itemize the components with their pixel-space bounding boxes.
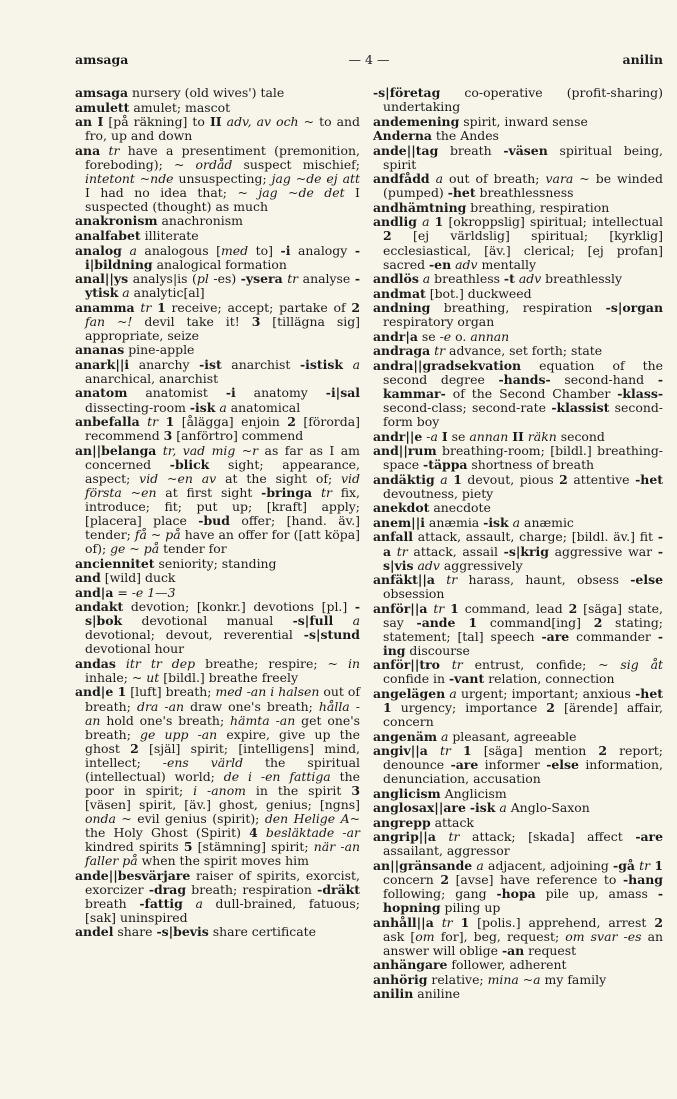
- right-column: [373, 86, 663, 1002]
- dictionary-entry: anhörig relative; mina ~a my family: [373, 971, 607, 987]
- dictionary-entry: angrepp attack: [373, 814, 474, 830]
- dictionary-entry: anför||tro tr entrust, confide; ~ sig åt confide in -vant relation, connection: [373, 657, 663, 687]
- dictionary-entry: anfall attack, assault, charge; [bildl. äv.] fit -a tr attack, assail -s|krig aggressive war -s|vis adv aggressively: [373, 529, 663, 573]
- dictionary-entry: anfäkt||a tr harass, haunt, obsess -else obsession: [373, 572, 663, 602]
- dictionary-entry: amulett amulet; mascot: [75, 99, 231, 115]
- dictionary-entry: anciennitet seniority; standing: [75, 555, 277, 571]
- dictionary-entry: andas itr tr dep breathe; respire; ~ in inhale; ~ ut [bildl.] breathe freely: [75, 655, 360, 685]
- dictionary-entry: angelägen a urgent; important; anxious -het 1 urgency; importance 2 [ärende] affair, concern: [373, 685, 664, 730]
- dictionary-entry: anark||i anarchy -ist anarchist -istisk a anarchical, anarchist: [75, 356, 360, 386]
- page-header: [75, 52, 663, 72]
- left-column: [75, 86, 360, 940]
- left-guide-word: amsaga: [75, 52, 129, 67]
- dictionary-entry: anekdot anecdote: [373, 500, 491, 516]
- dictionary-entry: angrip||a tr attack; [skada] affect -are assailant, aggressor: [373, 829, 663, 859]
- dictionary-entry: Anderna the Andes: [373, 128, 499, 144]
- dictionary-entry: andemening spirit, inward sense: [373, 113, 588, 129]
- dictionary-entry: and||rum breathing-room; [bildl.] breathing-space -täppa shortness of breath: [373, 443, 663, 473]
- dictionary-entry: an||belanga tr, vad mig ~r as far as I am concerned -blick sight; appearance, aspect; vid ~en av at the sight of; vid första ~en at first sight -bringa tr fix, introduce; fit; put up; [kraft] apply; [placera] place -bud offer; [hand. äv.] tender; få ~ på have an offer for ([att köpa] of); ge ~ på tender for: [75, 442, 361, 556]
- dictionary-entry: angiv||a tr 1 [säga] mention 2 report; denounce -are informer -else information, denunciation, accusation: [373, 743, 663, 787]
- right-guide-word: anilin: [622, 52, 663, 67]
- dictionary-entry: anatom anatomist -i anatomy -i|sal dissecting-room -isk a anatomical: [75, 385, 360, 415]
- dictionary-entry: andfådd a out of breath; vara ~ be winded (pumped) -het breathlessness: [373, 171, 663, 201]
- dictionary-entry: and|a = -e 1—3: [75, 584, 176, 600]
- dictionary-entry: -s|företag co-operative (profit-sharing) undertaking: [373, 85, 663, 115]
- dictionary-entry: an I [på räkning] to II adv, av och ~ to and fro, up and down: [75, 114, 360, 144]
- dictionary-entry: andr|a se -e o. annan: [373, 328, 510, 344]
- dictionary-entry: ananas pine-apple: [75, 342, 195, 358]
- dictionary-entry: andäktig a 1 devout, pious 2 attentive -het devoutness, piety: [373, 471, 663, 501]
- dictionary-entry: analfabet illiterate: [75, 227, 199, 243]
- dictionary-entry: angenäm a pleasant, agreeable: [373, 728, 577, 744]
- dictionary-entry: andr||e -a I se annan II räkn second: [373, 428, 605, 444]
- dictionary-entry: anglicism Anglicism: [373, 785, 507, 801]
- dictionary-entry: anglosax||are -isk a Anglo-Saxon: [373, 800, 590, 816]
- dictionary-entry: andra||gradsekvation equation of the second degree -hands- second-hand -kammar- of the Second Chamber -klass- second-class; second-rate -klassist second-form boy: [373, 357, 663, 430]
- dictionary-entry: anamma tr 1 receive; accept; partake of 2 fan ~! devil take it! 3 [tillägna sig] appropriate, seize: [75, 299, 361, 343]
- page-number: — 4 —: [348, 52, 390, 67]
- dictionary-entry: and [wild] duck: [75, 570, 176, 586]
- dictionary-entry: an||gränsande a adjacent, adjoining -gå tr 1 concern 2 [avse] have reference to -hang following; gang -hopa pile up, amass -hopning piling up: [373, 858, 663, 916]
- dictionary-entry: ande||besvärjare raiser of spirits, exorcist, exorcizer -drag breath; respiration -dräkt breath -fattig a dull-brained, fatuous; [sak] uninspired: [75, 867, 360, 925]
- dictionary-entry: ana tr have a presentiment (premonition, foreboding); ~ ordåd suspect mischief; intetont ~nde unsuspecting; jag ~de ej att I had no idea that; ~ jag ~de det I suspected (thought) as much: [75, 142, 360, 214]
- dictionary-entry: ande||tag breath -väsen spiritual being, spirit: [373, 142, 663, 172]
- dictionary-entry: analog a analogous [med to] -i analogy -i|bildning analogical formation: [75, 242, 360, 272]
- dictionary-entry: andlös a breathless -t adv breathlessly: [373, 271, 622, 287]
- dictionary-entry: andning breathing, respiration -s|organ respiratory organ: [373, 300, 663, 330]
- dictionary-entry: and|e 1 [luft] breath; med -an i halsen out of breath; dra -an draw one's breath; hålla -an hold one's breath; hämta -an get one's breath; ge upp -an expire, give up the ghost 2 [själ] spirit; [intelligens] mind, intellect; -ens värld the spiritual (intellectual) world; de i -en fattiga the poor in spirit; i -anom in the spirit 3 [väsen] spirit, [äv.] ghost, genius; [ngns] onda ~ evil genius (spirit); den Helige A~ the Holy Ghost (Spirit) 4 besläktade -ar kindred spirits 5 [stämning] spirit; när -an faller på when the spirit moves him: [75, 684, 361, 869]
- dictionary-entry: andlig a 1 [okroppslig] spiritual; intellectual 2 [ej världslig] spiritual; [kyrklig] ecclesiastical, [äv.] clerical; [ej profan] sacred -en adv mentally: [373, 214, 663, 272]
- dictionary-entry: anhåll||a tr 1 [polis.] apprehend, arrest 2 ask [om for], beg, request; om svar -es an answer will oblige -an request: [373, 914, 664, 958]
- dictionary-entry: andakt devotion; [konkr.] devotions [pl.] -s|bok devotional manual -s|full a devotional; devout, reverential -s|stund devotional hour: [75, 599, 360, 657]
- dictionary-entry: anem||i anæmia -isk a anæmic: [373, 514, 574, 530]
- dictionary-entry: anhängare follower, adherent: [373, 957, 567, 973]
- dictionary-entry: anal||ys analys|is (pl -es) -ysera tr analyse -ytisk a analytic[al]: [75, 271, 360, 301]
- dictionary-entry: anbefalla tr 1 [ålägga] enjoin 2 [förorda] recommend 3 [anförtro] commend: [75, 414, 360, 444]
- dictionary-entry: anilin aniline: [373, 986, 461, 1002]
- dictionary-entry: anakronism anachronism: [75, 213, 243, 229]
- dictionary-entry: andhämtning breathing, respiration: [373, 199, 610, 215]
- dictionary-entry: andel share -s|bevis share certificate: [75, 924, 317, 940]
- dictionary-entry: andmat [bot.] duckweed: [373, 285, 532, 301]
- dictionary-entry: andraga tr advance, set forth; state: [373, 343, 603, 359]
- dictionary-entry: amsaga nursery (old wives') tale: [75, 85, 285, 100]
- dictionary-entry: anför||a tr 1 command, lead 2 [säga] state, say -ande 1 command[ing] 2 stating; statement; [tal] speech -are commander -ing discourse: [373, 600, 663, 658]
